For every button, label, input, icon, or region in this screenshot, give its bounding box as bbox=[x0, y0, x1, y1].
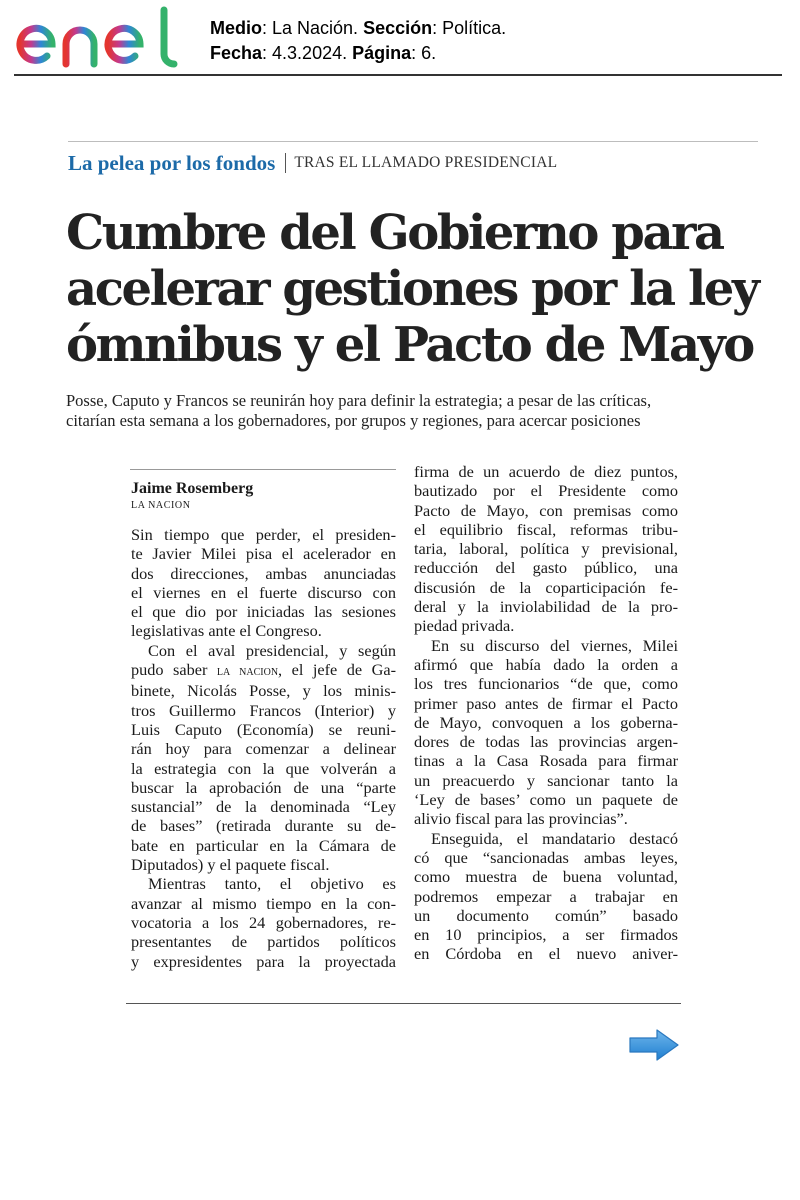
text-line: de bases” (retirada durante su de- bbox=[131, 816, 396, 836]
headline-line: ómnibus y el Pacto de Mayo bbox=[66, 317, 753, 373]
section-header bbox=[68, 150, 557, 176]
text-line: la estrategia con la que volverán a bbox=[131, 758, 396, 778]
byline-author: Jaime Rosemberg bbox=[131, 480, 254, 497]
enel-logo bbox=[14, 4, 188, 74]
text-line: los tres funcionarios “de que, como bbox=[414, 674, 678, 694]
clipping-metadata bbox=[210, 16, 506, 66]
text-fragment: pudo saber bbox=[131, 660, 217, 680]
text-line: en 10 principios, a ser firmados bbox=[414, 925, 678, 945]
text-line: un preacuerdo y sancionar tanto la bbox=[414, 770, 678, 790]
text-line: En su discurso del viernes, Milei bbox=[431, 635, 678, 655]
article-subhead bbox=[66, 391, 766, 431]
arrow-right-icon[interactable] bbox=[627, 1027, 681, 1063]
text-line: có que “sancionadas ambas leyes, bbox=[414, 847, 678, 867]
text-line: tros Guillermo Francos (Interior) y bbox=[131, 700, 396, 720]
text-line: avanzar al mismo tiempo en la con- bbox=[131, 893, 396, 913]
fecha-label: Fecha bbox=[210, 43, 263, 63]
pagina-label: Página bbox=[352, 43, 412, 63]
text-line: legislativas ante el Congreso. bbox=[131, 621, 322, 641]
section-divider bbox=[68, 141, 758, 142]
header-divider bbox=[14, 74, 782, 76]
article-column-1 bbox=[131, 525, 396, 971]
text-line: Mientras tanto, el objetivo es bbox=[148, 874, 396, 894]
publication-name: la nacion bbox=[216, 664, 279, 680]
subhead-line: citarían esta semana a los gobernadores, por grupos y regiones, para acercar posiciones bbox=[66, 411, 641, 430]
text-line: alivio fiscal para las provincias”. bbox=[414, 809, 628, 829]
text-line bbox=[131, 660, 396, 681]
text-line: tinas a la Casa Rosada para firmar bbox=[414, 751, 678, 771]
text-line: Luis Caputo (Economía) se reuni- bbox=[131, 719, 396, 739]
text-fragment: , el jefe de Ga- bbox=[278, 660, 396, 680]
text-line: Enseguida, el mandatario destacó bbox=[431, 828, 678, 848]
byline-divider bbox=[130, 469, 396, 470]
text-line: vocatoria a los 24 gobernadores, re- bbox=[131, 912, 396, 932]
section-separator bbox=[285, 153, 286, 173]
headline-line: acelerar gestiones por la ley bbox=[66, 261, 758, 317]
text-line: Diputados) y el paquete fiscal. bbox=[131, 855, 330, 875]
medio-value: : La Nación. bbox=[262, 18, 364, 38]
seccion-label: Sección bbox=[363, 18, 433, 38]
text-line: el equilibrio fiscal, reformas tribu- bbox=[414, 519, 678, 539]
section-title: La pelea por los fondos bbox=[68, 150, 276, 175]
text-line: rán hoy para comenzar a delinear bbox=[131, 739, 396, 759]
metadata-line-1 bbox=[210, 16, 506, 41]
text-line: firma de un acuerdo de diez puntos, bbox=[414, 462, 678, 481]
text-line: te Javier Milei pisa el acelerador en bbox=[131, 544, 396, 564]
text-line: bautizado por el Presidente como bbox=[414, 481, 678, 501]
seccion-value: : Política. bbox=[432, 18, 507, 38]
text-line: y expresidentes para la proyectada bbox=[131, 951, 396, 971]
text-line: sustancial” de la denominada “Ley bbox=[131, 797, 396, 817]
subhead-line: Posse, Caputo y Francos se reunirán hoy para definir la estrategia; a pesar de las críticas, bbox=[66, 391, 652, 410]
text-line: como muestra de buena voluntad, bbox=[414, 867, 678, 887]
text-line: Con el aval presidencial, y según bbox=[148, 640, 396, 660]
text-line: de Mayo, convoquen a los goberna- bbox=[414, 712, 678, 732]
text-line: ‘Ley de bases’ como un paquete de bbox=[414, 790, 678, 810]
text-line: piedad privada. bbox=[414, 616, 515, 636]
headline-line: Cumbre del Gobierno para bbox=[66, 205, 723, 261]
text-line: discusión de la coparticipación fe- bbox=[414, 577, 678, 597]
text-line: un documento común” basado bbox=[414, 905, 678, 925]
text-line: deral y la inviolabilidad de la pro- bbox=[414, 597, 678, 617]
text-line: el que dio por iniciadas las sesiones bbox=[131, 602, 396, 622]
text-line: binete, Nicolás Posse, y los minis- bbox=[131, 681, 396, 701]
medio-label: Medio bbox=[210, 18, 262, 38]
text-line: podremos empezar a trabajar en bbox=[414, 886, 678, 906]
text-line: bate en particular en la Cámara de bbox=[131, 835, 396, 855]
metadata-line-2 bbox=[210, 41, 506, 66]
article-headline bbox=[66, 205, 766, 373]
text-line: afirmó que había dado la orden a bbox=[414, 654, 678, 674]
text-line: dos direcciones, ambas anunciadas bbox=[131, 563, 396, 583]
article-column-2 bbox=[414, 462, 678, 964]
article-bottom-divider bbox=[126, 1003, 681, 1004]
text-line: taria, laboral, política y previsional, bbox=[414, 539, 678, 559]
text-line: presentantes de partidos políticos bbox=[131, 932, 396, 952]
text-line: buscar la aprobación de una “parte bbox=[131, 777, 396, 797]
text-line: en Córdoba en el nuevo aniver- bbox=[414, 944, 678, 964]
section-kicker: TRAS EL LLAMADO PRESIDENCIAL bbox=[294, 154, 558, 171]
text-line: reducción del gasto público, una bbox=[414, 558, 678, 578]
text-line: el viernes en el fuerte discurso con bbox=[131, 582, 396, 602]
text-line: Pacto de Mayo, con premisas como bbox=[414, 500, 678, 520]
pagina-value: : 6. bbox=[411, 43, 437, 63]
text-line: dores de todas las provincias argen- bbox=[414, 732, 678, 752]
fecha-value: : 4.3.2024. bbox=[262, 43, 353, 63]
text-line: Sin tiempo que perder, el presiden- bbox=[131, 525, 396, 544]
text-line: primer paso antes de firmar el Pacto bbox=[414, 693, 678, 713]
byline-organization: LA NACION bbox=[131, 500, 191, 511]
